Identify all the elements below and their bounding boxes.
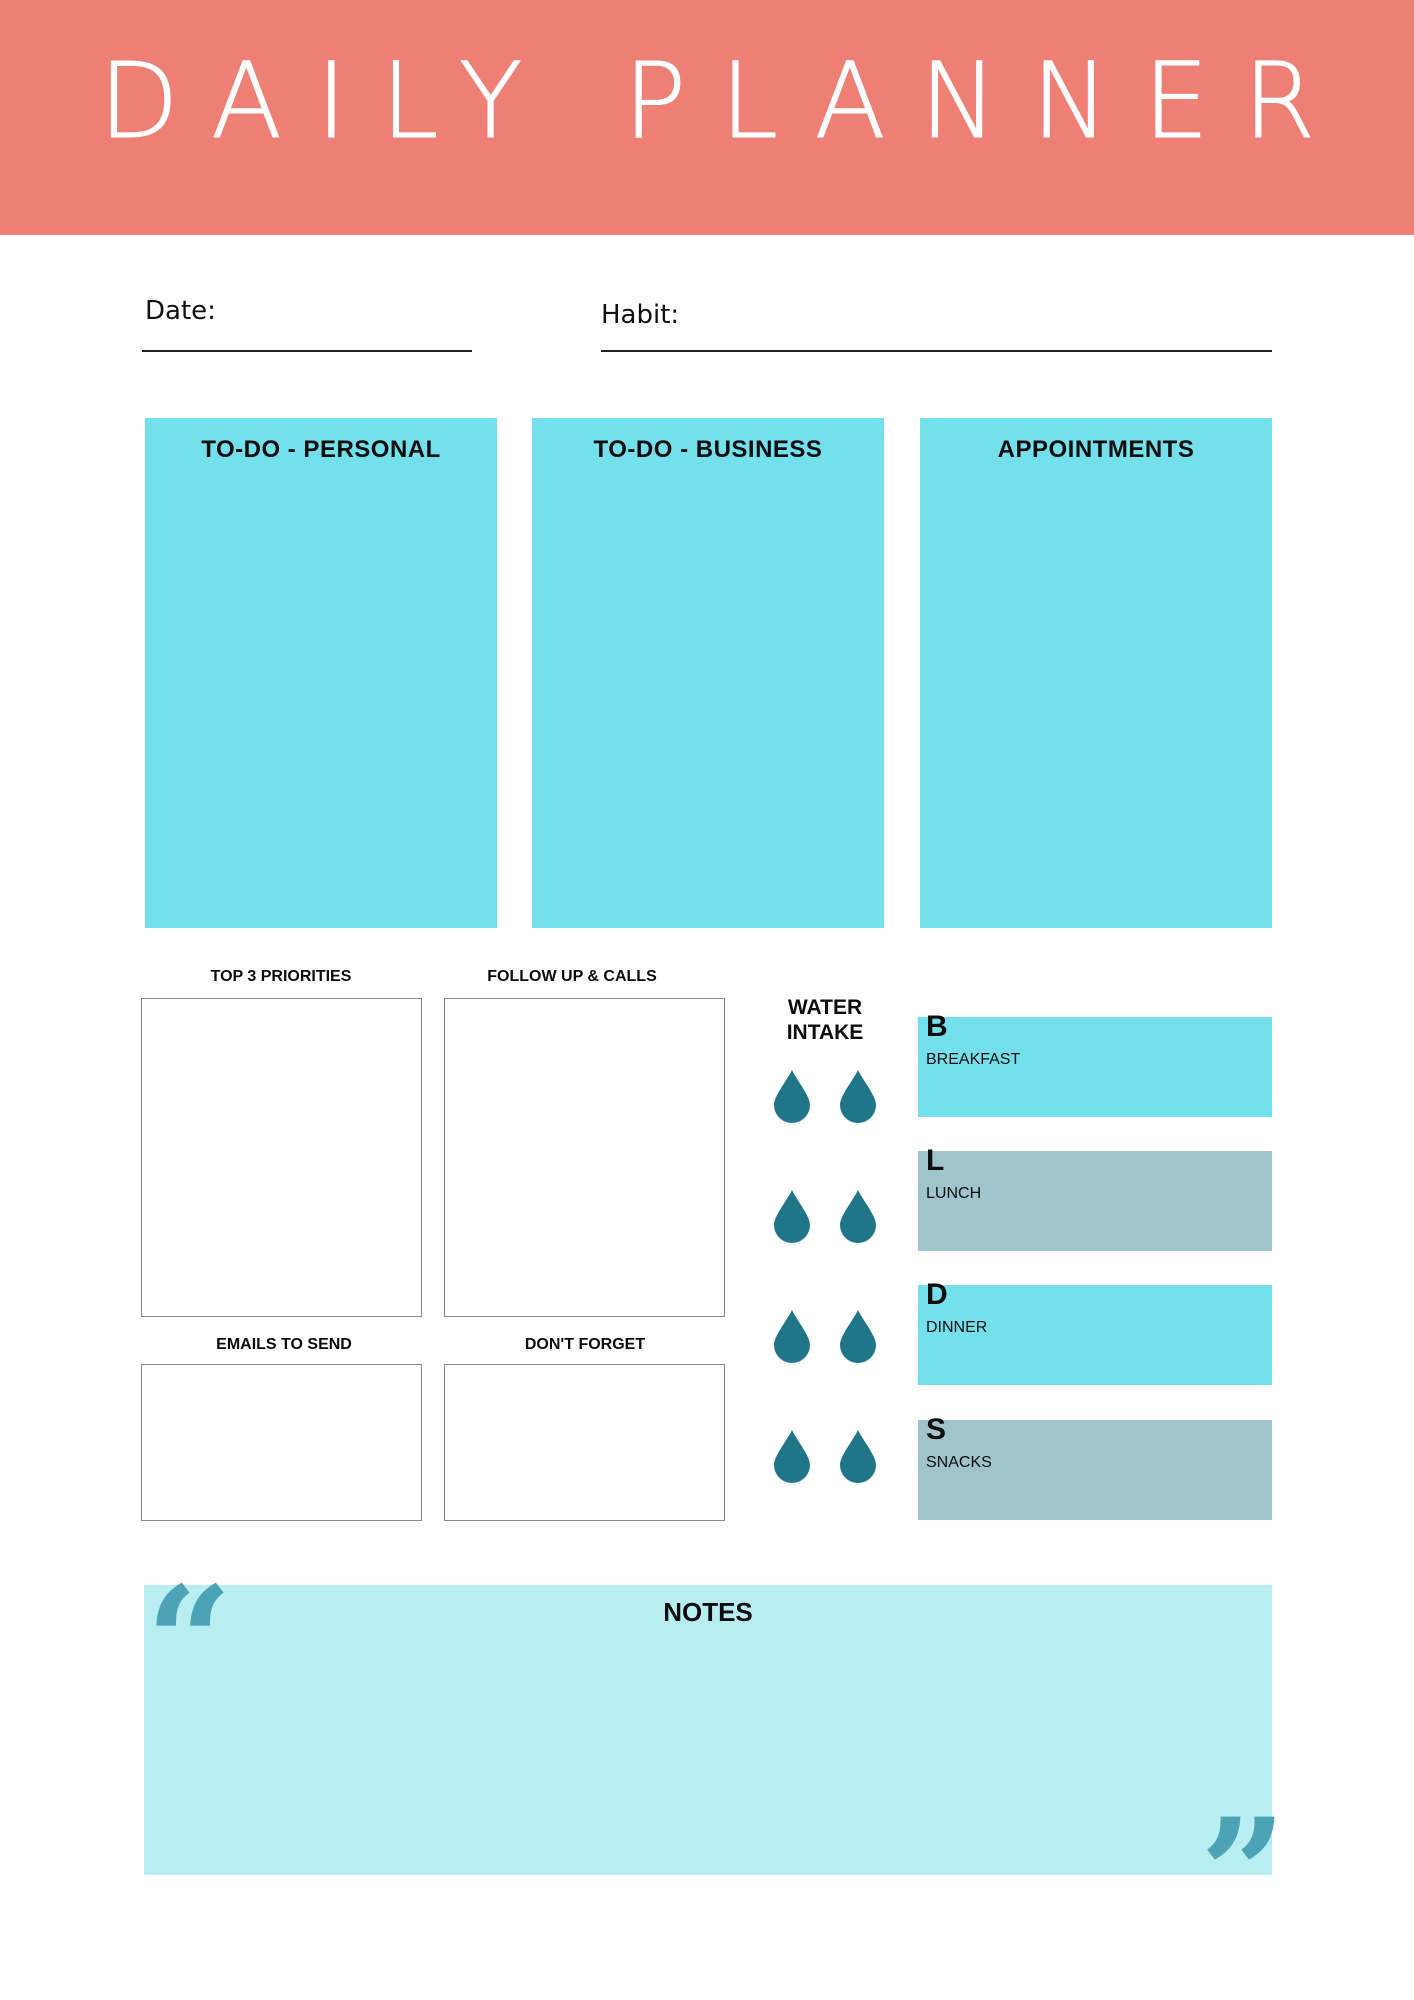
notes-box[interactable]: [144, 1554, 1287, 1962]
meal-name: BREAKFAST: [926, 1051, 1021, 1068]
appointments-box[interactable]: [920, 418, 1272, 928]
habit-label: Habit:: [601, 300, 680, 330]
meal-breakfast[interactable]: [918, 1010, 1272, 1117]
meal-snacks[interactable]: [918, 1413, 1272, 1520]
water-title-line2: INTAKE: [786, 1021, 864, 1044]
appointments-title: APPOINTMENTS: [997, 436, 1195, 463]
notes-title: NOTES: [663, 1597, 753, 1627]
priorities-label: TOP 3 PRIORITIES: [210, 968, 352, 985]
water-drop-icon[interactable]: [772, 1308, 812, 1364]
header-banner: [0, 0, 1414, 235]
meal-name: SNACKS: [926, 1454, 992, 1471]
date-label: Date:: [145, 296, 216, 326]
meal-dinner[interactable]: [918, 1278, 1272, 1385]
todo-business-title: TO-DO - BUSINESS: [593, 436, 823, 463]
emails-label: EMAILS TO SEND: [216, 1336, 352, 1353]
water-drop-icon[interactable]: [772, 1428, 812, 1484]
water-drop-icon[interactable]: [838, 1068, 878, 1124]
meal-letter: L: [926, 1144, 945, 1177]
water-drop-icon[interactable]: [838, 1188, 878, 1244]
water-intake-title: [760, 995, 890, 1045]
date-field[interactable]: [142, 350, 472, 352]
water-drop-icon[interactable]: [772, 1068, 812, 1124]
priorities-box[interactable]: [141, 998, 422, 1317]
dont-forget-label: DON'T FORGET: [524, 1336, 646, 1353]
meal-letter: S: [926, 1413, 947, 1446]
water-drop-icon[interactable]: [772, 1188, 812, 1244]
water-drop-icon[interactable]: [838, 1308, 878, 1364]
page-title: DAILY PLANNER: [98, 40, 1350, 162]
todo-business-box[interactable]: [532, 418, 884, 928]
meal-letter: B: [926, 1010, 948, 1043]
follow-up-box[interactable]: [444, 998, 725, 1317]
todo-personal-title: TO-DO - PERSONAL: [201, 436, 441, 463]
open-quote-icon: “: [146, 1554, 233, 1730]
habit-field[interactable]: [601, 350, 1272, 352]
meal-name: DINNER: [926, 1319, 988, 1336]
water-drop-icon[interactable]: [838, 1428, 878, 1484]
water-title-line1: WATER: [787, 996, 863, 1019]
emails-box[interactable]: [141, 1364, 422, 1521]
meal-name: LUNCH: [926, 1185, 982, 1202]
close-quote-icon: ”: [1200, 1786, 1287, 1962]
dont-forget-box[interactable]: [444, 1364, 725, 1521]
todo-personal-box[interactable]: [145, 418, 497, 928]
meal-letter: D: [926, 1278, 948, 1311]
follow-up-label: FOLLOW UP & CALLS: [487, 968, 657, 985]
meal-lunch[interactable]: [918, 1144, 1272, 1251]
